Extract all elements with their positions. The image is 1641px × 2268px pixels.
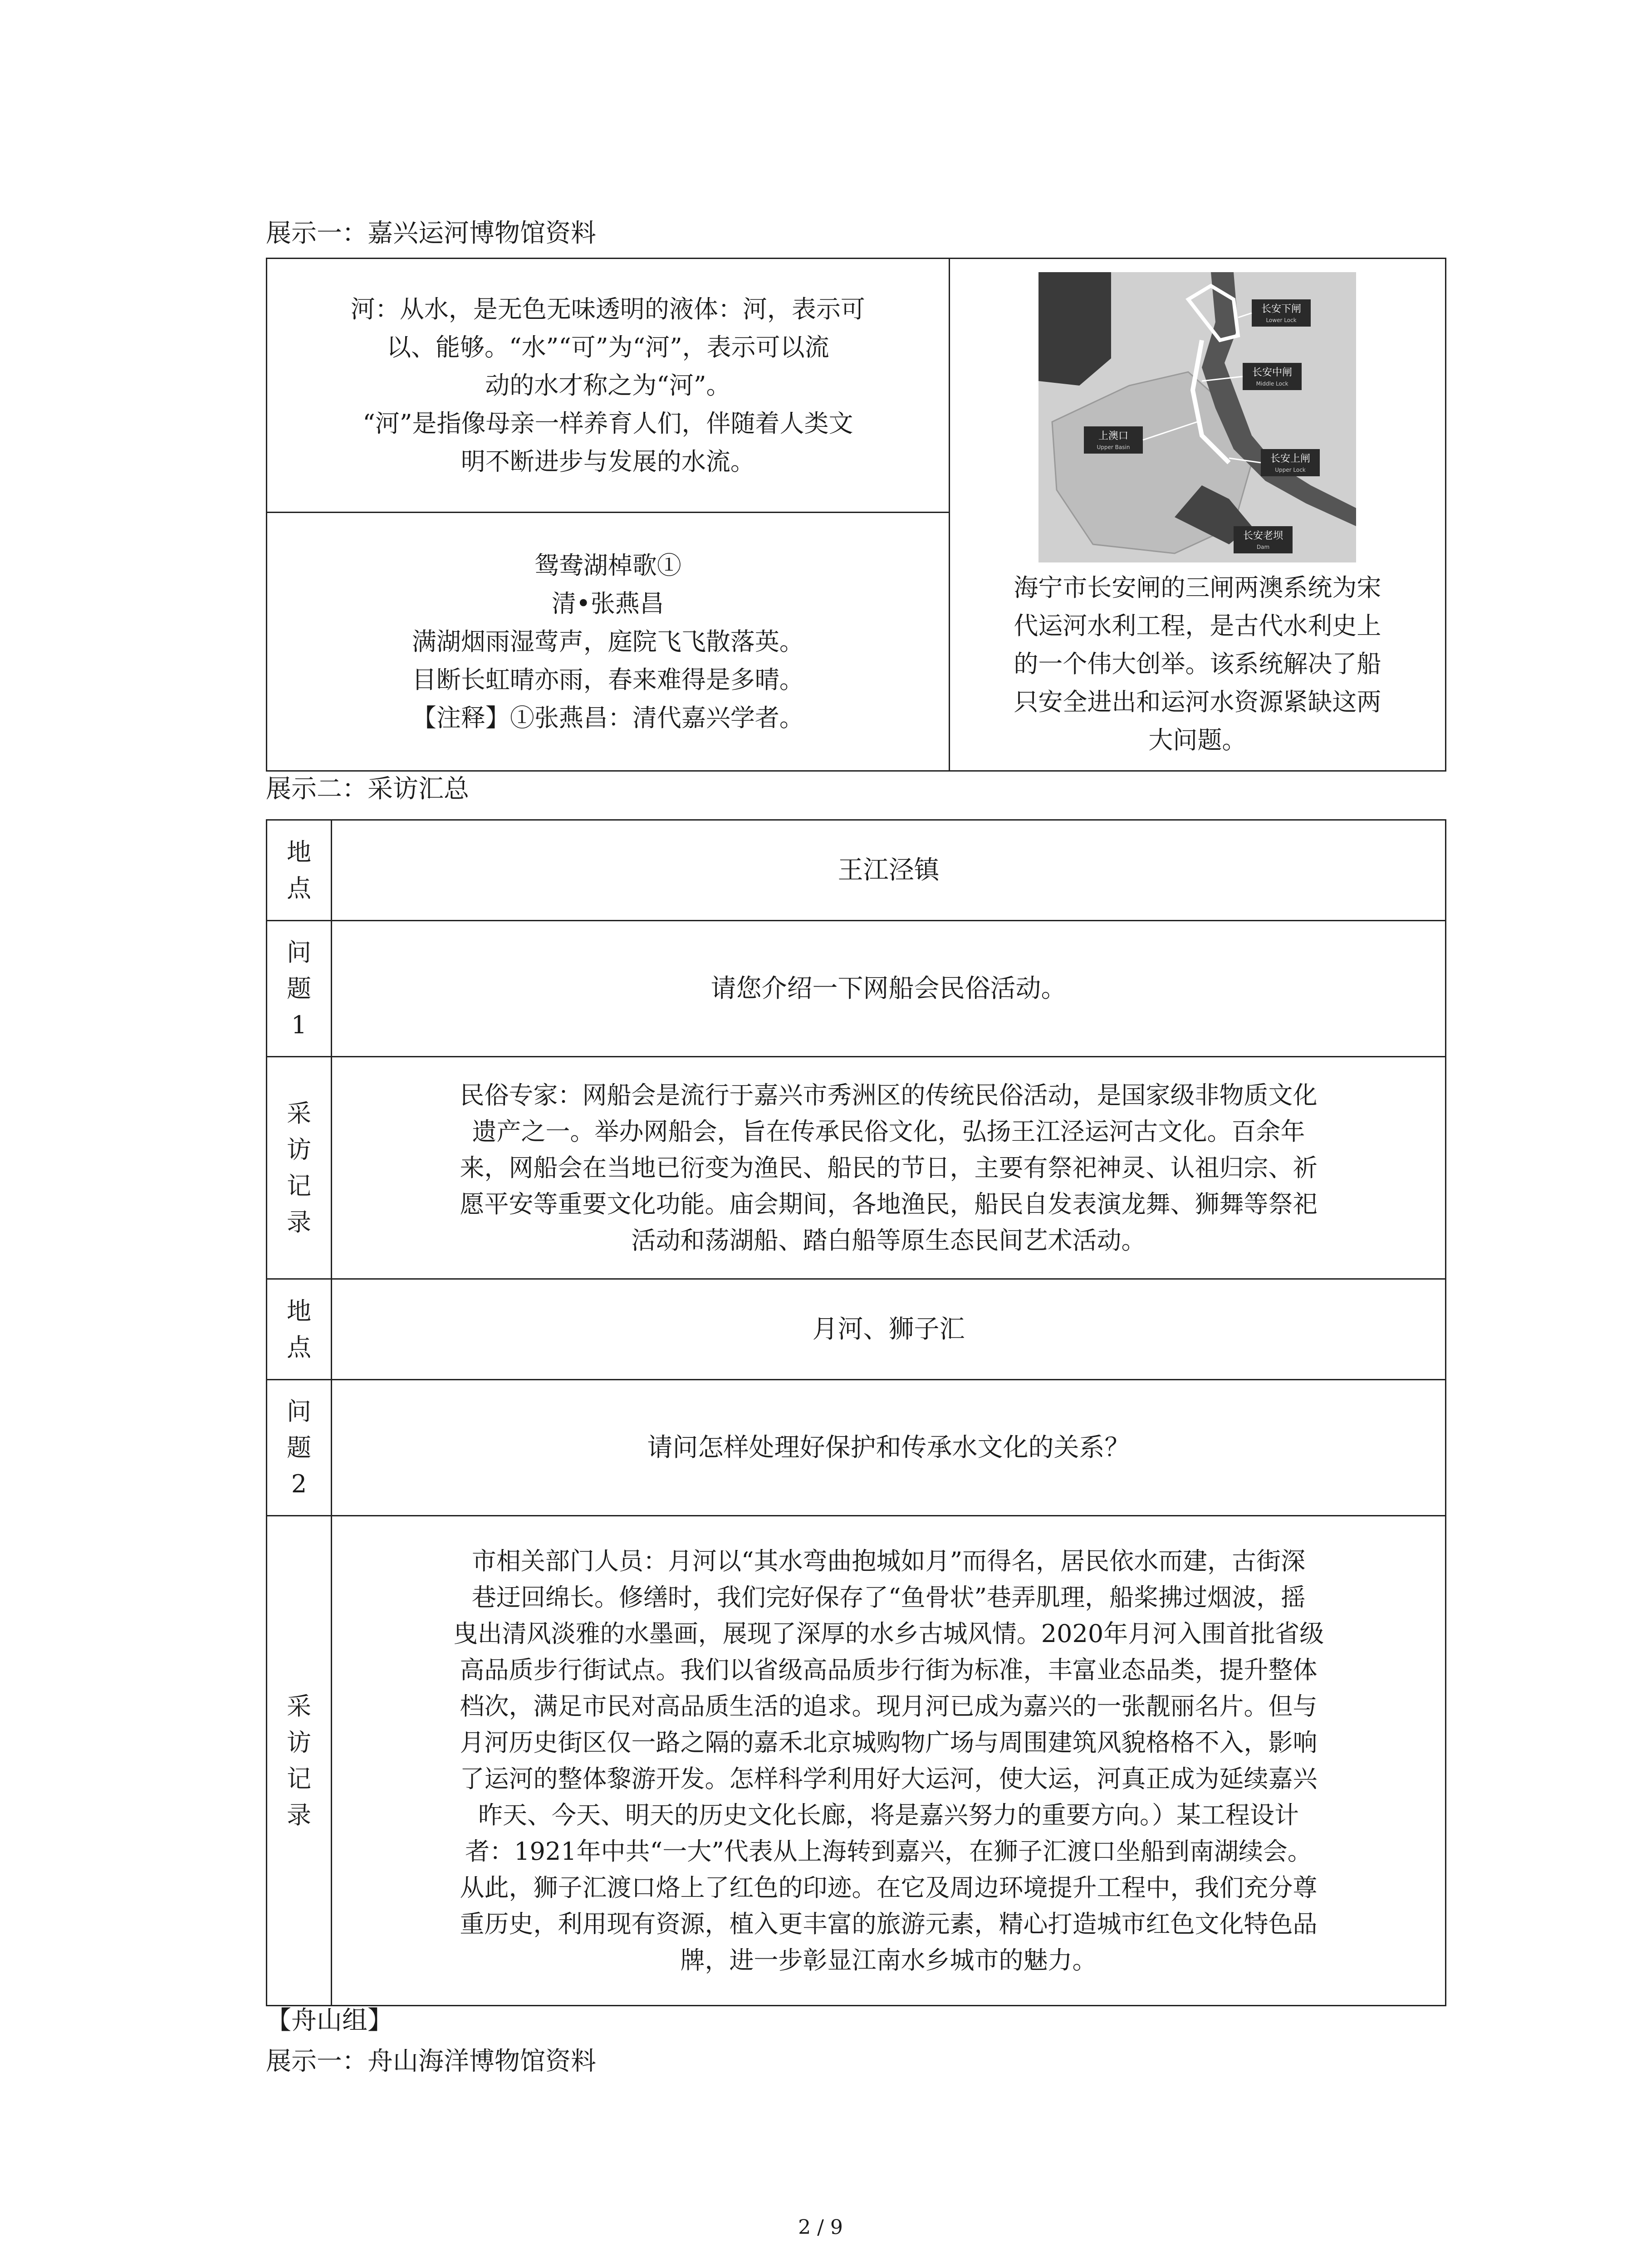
caption-line: 代运河水利工程，是古代水利史上 <box>1014 611 1381 640</box>
he-line: 河：从水，是无色无味透明的液体：河，表示可 <box>350 294 865 323</box>
he-definition-text <box>267 277 949 494</box>
he-line: “河”是指像母亲一样养育人们，伴随着人类文 <box>362 409 853 438</box>
record-2: 市相关部门人员：月河以“其水弯曲抱城如月”而得名，居民依水而建，古街深 巷迂回绵长。修缮时，我们完好保存了“鱼骨状”巷弄肌理，船桨拂过烟波，摇 曳出清风淡雅的水墨画，展现了深厚的水乡古城风情。2020年月河入围首批省级 高品质步行街试点。我们以省级高品质步行街为标准，丰富业态品类，提升整体 档次，满足市民对高品质生活的追求。现月河已成为嘉兴的一张靓丽名片。但与 月河历史街区仅一路之隔的嘉禾北京城购物广场与周围建筑风貌格格不入，影响 了运河的整体黎游开发。怎样科学利用好大运河，使大运，河真正成为延续嘉兴 昨天、今天、明天的历史文化长廊，将是嘉兴努力的重要方向。）某工程设计 者：1921年中共“一大”代表从上海转到嘉兴，在狮子汇渡口坐船到南湖续会。 从此，狮子汇渡口烙上了红色的印迹。在它及周边环境提升工程中，我们充分尊 重历史，利用现有资源，植入更丰富的旅游元素，精心打造城市红色文化特色品 牌，进一步彰显江南水乡城市的魅力。 <box>332 1516 1446 2006</box>
label-question-1: 问 题 1 <box>267 921 332 1057</box>
svg-text:Upper Lock: Upper Lock <box>1275 466 1306 473</box>
question-2: 请问怎样处理好保护和传承水文化的关系？ <box>332 1380 1446 1516</box>
svg-text:Dam: Dam <box>1257 543 1270 550</box>
svg-text:上澳口: 上澳口 <box>1098 430 1129 442</box>
he-definition-cell <box>267 259 950 513</box>
zhoushan-group-heading: 【舟山组】 <box>266 2006 393 2035</box>
poem-title: 鸳鸯湖棹歌① <box>534 551 681 580</box>
section-title-zhoushan: 展示一：舟山海洋博物馆资料 <box>266 2047 596 2076</box>
museum-table <box>266 258 1446 772</box>
svg-text:长安中闸: 长安中闸 <box>1252 367 1293 378</box>
map-label-upper-lock <box>1261 449 1320 476</box>
svg-text:长安老坝: 长安老坝 <box>1243 530 1283 542</box>
place-1: 王江泾镇 <box>332 820 1446 921</box>
interview-table <box>266 819 1446 2006</box>
svg-text:长安下闸: 长安下闸 <box>1261 303 1302 315</box>
label-place-1: 地 点 <box>267 820 332 921</box>
map-label-lower-lock <box>1252 299 1311 327</box>
label-place-2: 地 点 <box>267 1279 332 1380</box>
map-cell <box>949 259 1445 771</box>
he-line: 明不断进步与发展的水流。 <box>460 447 755 476</box>
section-title-museum: 展示一：嘉兴运河博物馆资料 <box>266 219 596 248</box>
caption-line: 大问题。 <box>1148 725 1247 754</box>
question-1: 请您介绍一下网船会民俗活动。 <box>332 921 1446 1057</box>
label-record-1: 采 访 记 录 <box>267 1057 332 1279</box>
poem-line: 满湖烟雨湿莺声，庭院飞飞散落英。 <box>411 627 804 656</box>
map-label-middle-lock <box>1243 363 1302 390</box>
svg-text:长安上闸: 长安上闸 <box>1270 453 1311 464</box>
map-caption <box>950 569 1445 768</box>
svg-text:Lower Lock: Lower Lock <box>1266 317 1297 323</box>
poem-cell <box>267 513 950 771</box>
poem-block <box>267 533 949 751</box>
svg-text:Middle Lock: Middle Lock <box>1256 380 1288 387</box>
caption-line: 的一个伟大创举。该系统解决了船 <box>1014 649 1381 678</box>
lock-map-image <box>950 261 1445 569</box>
section-title-interview: 展示二：采访汇总 <box>266 774 469 804</box>
place-2: 月河、狮子汇 <box>332 1279 1446 1380</box>
caption-line: 只安全进出和运河水资源紧缺这两 <box>1014 687 1381 716</box>
lock-map-svg <box>1038 272 1356 562</box>
poem-line: 目断长虹晴亦雨，春来难得是多晴。 <box>411 665 804 694</box>
he-line: 以、能够。“水”“可”为“河”，表示可以流 <box>387 332 829 362</box>
label-question-2: 问 题 2 <box>267 1380 332 1516</box>
he-line: 动的水才称之为“河”。 <box>485 371 731 400</box>
map-label-old-dam <box>1234 526 1293 553</box>
svg-text:Upper Basin: Upper Basin <box>1097 444 1130 450</box>
map-label-upper-basin <box>1084 426 1143 454</box>
caption-line: 海宁市长安闸的三闸两澳系统为宋 <box>1014 573 1381 602</box>
poem-note: 【注释】①张燕昌：清代嘉兴学者。 <box>411 703 804 732</box>
poem-author: 清•张燕昌 <box>551 589 664 618</box>
page-number: 2 / 9 <box>798 2216 843 2239</box>
label-record-2: 采 访 记 录 <box>267 1516 332 2006</box>
record-1: 民俗专家：网船会是流行于嘉兴市秀洲区的传统民俗活动，是国家级非物质文化 遗产之一。举办网船会，旨在传承民俗文化，弘扬王江泾运河古文化。百余年 来，网船会在当地已衍变为渔民、船民的节日，主要有祭祀神灵、认祖归宗、祈 愿平安等重要文化功能。庙会期间，各地渔民，船民自发表演龙舞、狮舞等祭祀 活动和荡湖船、踏白船等原生态民间艺术活动。 <box>332 1057 1446 1279</box>
